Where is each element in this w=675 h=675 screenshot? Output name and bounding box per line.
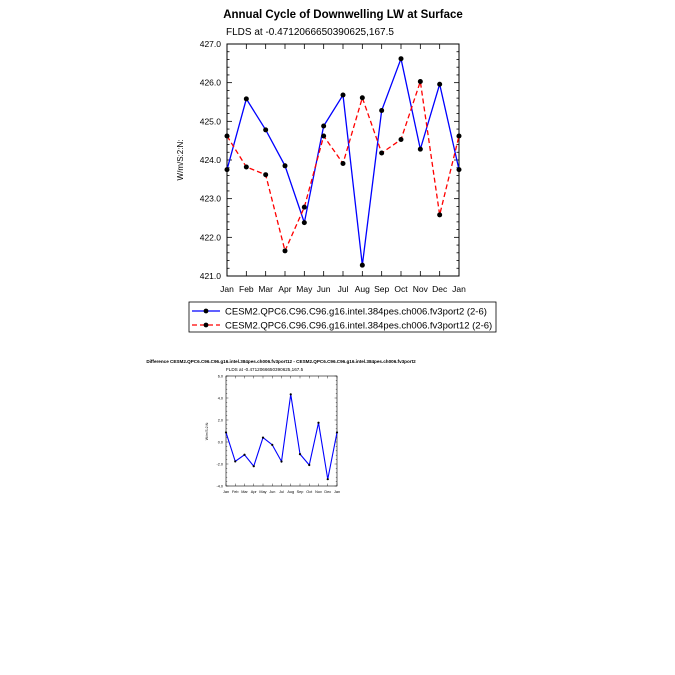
main-series-2-point <box>321 134 326 139</box>
difference-y-tick-label: 0.0 <box>217 440 223 445</box>
difference-series-1-point <box>308 464 310 466</box>
main-x-tick-label: Jan <box>452 284 466 294</box>
main-y-tick-label: 425.0 <box>199 116 221 127</box>
legend-marker-series-2 <box>204 323 209 328</box>
difference-series-1-point <box>262 437 264 439</box>
difference-series-1-point <box>243 454 245 456</box>
main-series-2-point <box>225 134 230 139</box>
main-series-2-point <box>302 205 307 210</box>
main-y-tick-label: 423.0 <box>199 193 221 204</box>
difference-chart-subtitle: FLDS at -0.4712066650390625,167.5 <box>226 367 304 372</box>
difference-series-1-point <box>317 422 319 424</box>
difference-series-1-point <box>225 431 227 433</box>
main-y-tick-label: 422.0 <box>199 232 221 243</box>
main-series-1-point <box>244 96 249 101</box>
legend-label-series-2: CESM2.QPC6.C96.C96.g16.intel.384pes.ch006.fv3port12 (2-6) <box>225 320 493 332</box>
main-y-tick-label: 424.0 <box>199 154 221 165</box>
difference-x-tick-label: Jul <box>279 490 284 494</box>
main-series-2-point <box>360 95 365 100</box>
main-x-tick-label: Apr <box>278 284 292 294</box>
main-series-2-point <box>457 134 462 139</box>
difference-axis-ticks <box>216 374 340 494</box>
difference-y-tick-label: -2.0 <box>216 462 223 467</box>
main-x-tick-label: Jun <box>316 284 331 294</box>
main-x-tick-label: Feb <box>239 284 254 294</box>
main-series-1-point <box>283 163 288 168</box>
main-y-tick-label: 421.0 <box>199 270 221 281</box>
main-series-1-point <box>360 263 365 268</box>
main-series-2-point <box>379 151 384 156</box>
difference-series-1-point <box>280 460 282 462</box>
main-series-2-point <box>341 161 346 166</box>
main-series-2-line <box>227 82 459 251</box>
main-x-tick-label: Mar <box>258 284 273 294</box>
difference-x-tick-label: Jun <box>269 490 276 494</box>
main-x-tick-label: May <box>296 284 313 294</box>
main-series-1-point <box>263 127 268 132</box>
main-series-2-point <box>244 164 249 169</box>
main-x-tick-label: Jan <box>220 284 234 294</box>
difference-x-tick-label: Jan <box>222 490 230 494</box>
difference-y-tick-label: -4.0 <box>216 484 223 489</box>
difference-x-tick-label: Mar <box>241 490 248 494</box>
difference-x-tick-label: Feb <box>231 490 239 494</box>
difference-chart-title: Difference CESM2.QPC6.C96.C96.g16.intel.384pes.ch006.fv3port12 - CESM2.QPC6.C96.C96.g16.intel.384pes.ch006.fv3port2 <box>146 359 416 364</box>
difference-series-1-point <box>299 453 301 455</box>
main-series-1-point <box>457 167 462 172</box>
legend <box>189 302 496 332</box>
difference-x-tick-label: Aug <box>287 490 295 494</box>
difference-x-tick-label: Dec <box>324 490 332 494</box>
difference-series-1-point <box>253 465 255 467</box>
main-y-axis-label: W/m/S:2:N: <box>176 139 185 181</box>
main-axis-ticks <box>200 39 466 294</box>
difference-y-tick-label: 4.0 <box>217 396 223 401</box>
main-chart-title: Annual Cycle of Downwelling LW at Surface <box>223 9 463 21</box>
difference-x-tick-label: Oct <box>306 490 313 494</box>
main-series-1-point <box>379 108 384 113</box>
difference-x-tick-label: May <box>259 490 267 494</box>
difference-series-1-point <box>234 460 236 462</box>
difference-x-tick-label: Jan <box>333 490 341 494</box>
difference-y-tick-label: 6.0 <box>217 374 223 379</box>
main-series-1-point <box>418 147 423 152</box>
main-series-1-point <box>225 167 230 172</box>
difference-series-1-point <box>327 478 329 480</box>
difference-x-tick-label: Sep <box>296 490 304 494</box>
main-series-1-point <box>302 220 307 225</box>
main-series-1-point <box>399 56 404 61</box>
main-series-1-point <box>437 82 442 87</box>
legend-label-series-1: CESM2.QPC6.C96.C96.g16.intel.384pes.ch006.fv3port2 (2-6) <box>225 306 487 318</box>
main-y-tick-label: 426.0 <box>199 77 221 88</box>
main-y-tick-label: 427.0 <box>199 38 221 49</box>
difference-series-1-point <box>290 393 292 395</box>
difference-y-axis-label: W/m/S:2:N: <box>205 421 209 441</box>
main-x-tick-label: Aug <box>354 284 370 294</box>
main-series-1-point <box>341 93 346 98</box>
main-chart-subtitle: FLDS at -0.4712066650390625,167.5 <box>226 27 394 38</box>
main-series-1-point <box>321 123 326 128</box>
legend-marker-series-1 <box>204 309 209 314</box>
main-series-2-point <box>283 248 288 253</box>
difference-x-tick-label: Apr <box>250 490 257 494</box>
main-x-tick-label: Nov <box>412 284 428 294</box>
main-series-2-point <box>399 137 404 142</box>
difference-x-tick-label: Nov <box>315 490 322 494</box>
main-x-tick-label: Oct <box>394 284 408 294</box>
difference-series-1-point <box>336 431 338 433</box>
main-chart <box>176 9 466 294</box>
difference-series-1-line <box>226 394 337 479</box>
main-series-2-point <box>263 172 268 177</box>
difference-series-1-point <box>271 444 273 446</box>
difference-chart <box>146 359 416 494</box>
difference-series-layer <box>225 393 338 480</box>
main-x-tick-label: Jul <box>337 284 349 294</box>
main-series-layer <box>225 56 462 267</box>
main-x-tick-label: Sep <box>374 284 390 294</box>
main-plot-frame <box>227 44 459 276</box>
main-x-tick-label: Dec <box>432 284 448 294</box>
main-series-2-point <box>437 212 442 217</box>
main-series-2-point <box>418 79 423 84</box>
difference-y-tick-label: 2.0 <box>217 418 223 423</box>
